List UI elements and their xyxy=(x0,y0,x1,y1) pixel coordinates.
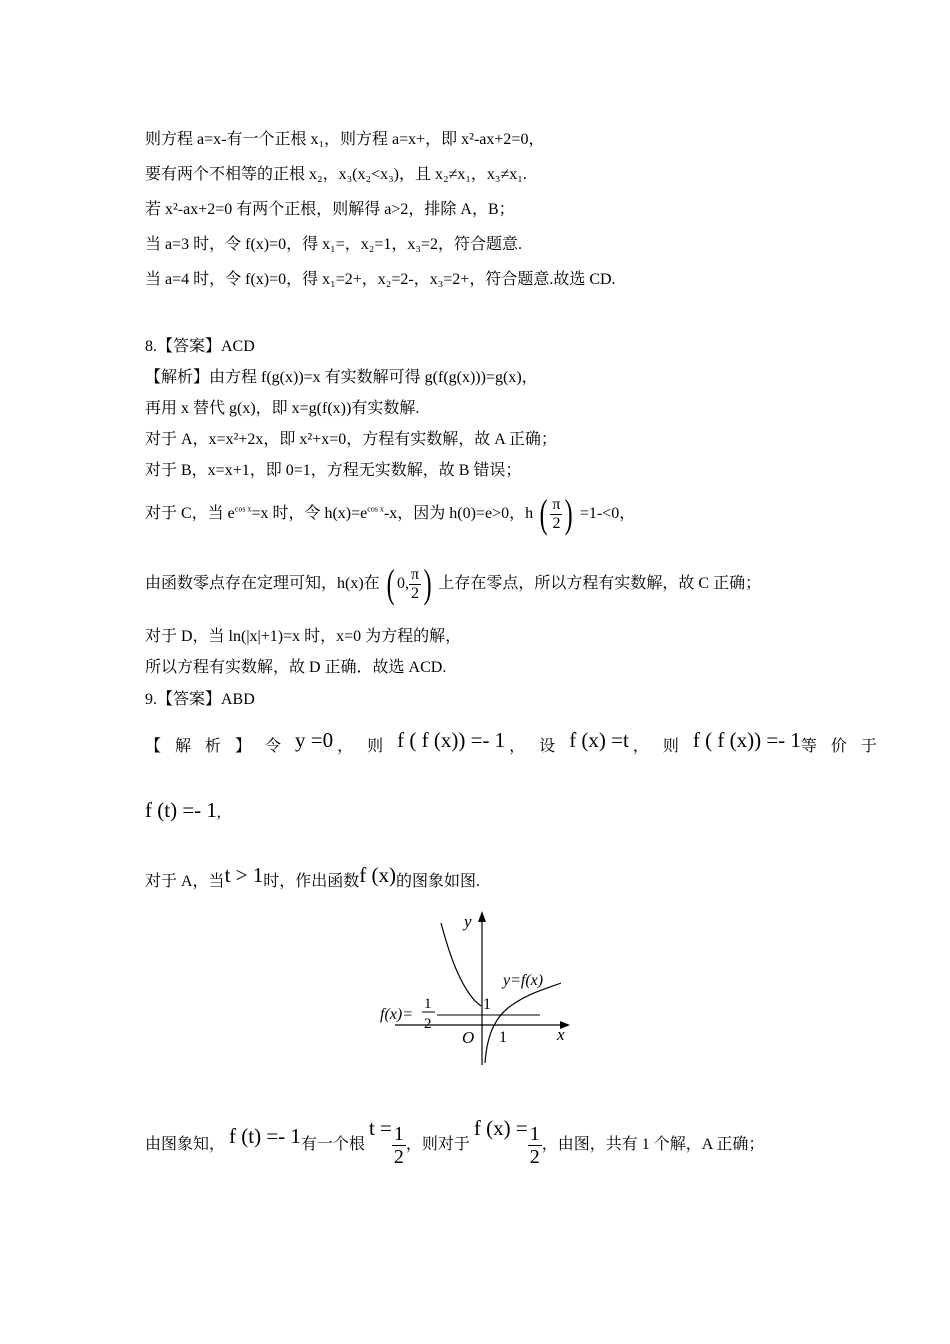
pi-over-two: $\frac{\pi}{2}$ xyxy=(552,495,561,532)
left-curve xyxy=(441,923,481,1006)
q9-answer: 9.【答案】ABD xyxy=(145,691,255,708)
text-line-5: 当 a=4 时，令 f(x)=0，得 x₁=2+，x₂=2-，x₃=2+，符合题意.故选 CD. xyxy=(145,271,616,288)
text-line-1: 则方程 a=x-有一个正根 x₁，则方程 a=x+，即 x²-ax+2=0， xyxy=(145,131,545,148)
q8-analysis-7: 对于 D，当 ln(|x|+1)=x 时，x=0 为方程的解， xyxy=(145,628,462,645)
left-paren: ( xyxy=(386,561,395,607)
q8-analysis-2: 再用 x 替代 g(x)，即 x=g(f(x))有实数解. xyxy=(145,400,420,417)
function-graph xyxy=(375,905,580,1070)
q9-analysis-1: 【解析】令y =0 ，则f ( f (x)) =- 1 ，设f (x) =t ，则f ( f (x)) =- 1等价于 xyxy=(145,728,891,755)
left-paren: ( xyxy=(539,491,548,537)
fx-half: $\frac{1}{2}$ xyxy=(529,1122,540,1168)
q9-analysis-2: f (t) =- 1, xyxy=(145,798,221,822)
q8-answer: 8.【答案】ACD xyxy=(145,338,255,355)
half-num: 1 xyxy=(424,996,432,1012)
q8-analysis-8: 所以方程有实数解，故 D 正确．故选 ACD. xyxy=(145,659,447,676)
half-den: 2 xyxy=(424,1016,432,1032)
right-curve xyxy=(485,983,561,1063)
t-half: $\frac{1}{2}$ xyxy=(393,1122,404,1168)
pi-over-two: $\frac{\pi}{2}$ xyxy=(411,565,420,602)
text-line-2: 要有两个不相等的正根 x₂，x₃(x₂<x₃)，且 x₂≠x₁，x₃≠x₁. xyxy=(145,166,527,183)
q8-analysis-1: 【解析】由方程 f(g(x))=x 有实数解可得 g(f(g(x)))=g(x)， xyxy=(145,369,538,386)
q8-analysis-3: 对于 A，x=x²+2x，即 x²+x=0，方程有实数解，故 A 正确； xyxy=(145,431,557,448)
origin-label: O xyxy=(462,1028,475,1047)
q8-analysis-6: 由函数零点存在定理可知，h(x)在 ( 0, $\frac{\pi}{2}$ ) 上存在零点，所以方程有实数解，故 C 正确； xyxy=(145,561,762,607)
y-axis-arrow xyxy=(478,911,486,922)
curve-label: y=f(x) xyxy=(503,972,544,989)
q8-analysis-4: 对于 B，x=x+1，即 0=1，方程无实数解，故 B 错误； xyxy=(145,462,522,479)
text-line-3: 若 x²-ax+2=0 有两个正根，则解得 a>2，排除 A，B； xyxy=(145,201,515,218)
q8-analysis-5: 对于 C，当 $e^{cos x}=x$ 时，令 $h(x)=e^{cos x}-x$，因为 h(0)=e>0，h ( $\frac{\pi}{2}$ ) =1-<0， xyxy=(145,491,636,537)
right-paren: ) xyxy=(423,561,432,607)
x-label: x xyxy=(557,1025,565,1044)
q9-analysis-4: 由图象知， f (t) =- 1有一个根 t = $\frac{1}{2}$ ，则对于 f (x) = $\frac{1}{2}$ ，由图，共有 1 个解，A 正确； xyxy=(145,1116,765,1168)
right-paren: ) xyxy=(565,491,574,537)
y-label: y xyxy=(464,912,472,931)
line-label: f(x)= xyxy=(380,1006,413,1023)
q9-analysis-3: 对于 A，当t > 1时，作出函数f (x)的图象如图. xyxy=(145,863,481,890)
text-line-4: 当 a=3 时，令 f(x)=0，得 x₁=，x₂=1，x₃=2，符合题意. xyxy=(145,236,522,253)
y-one-label: 1 xyxy=(483,996,491,1013)
x-one-label: 1 xyxy=(499,1029,507,1046)
